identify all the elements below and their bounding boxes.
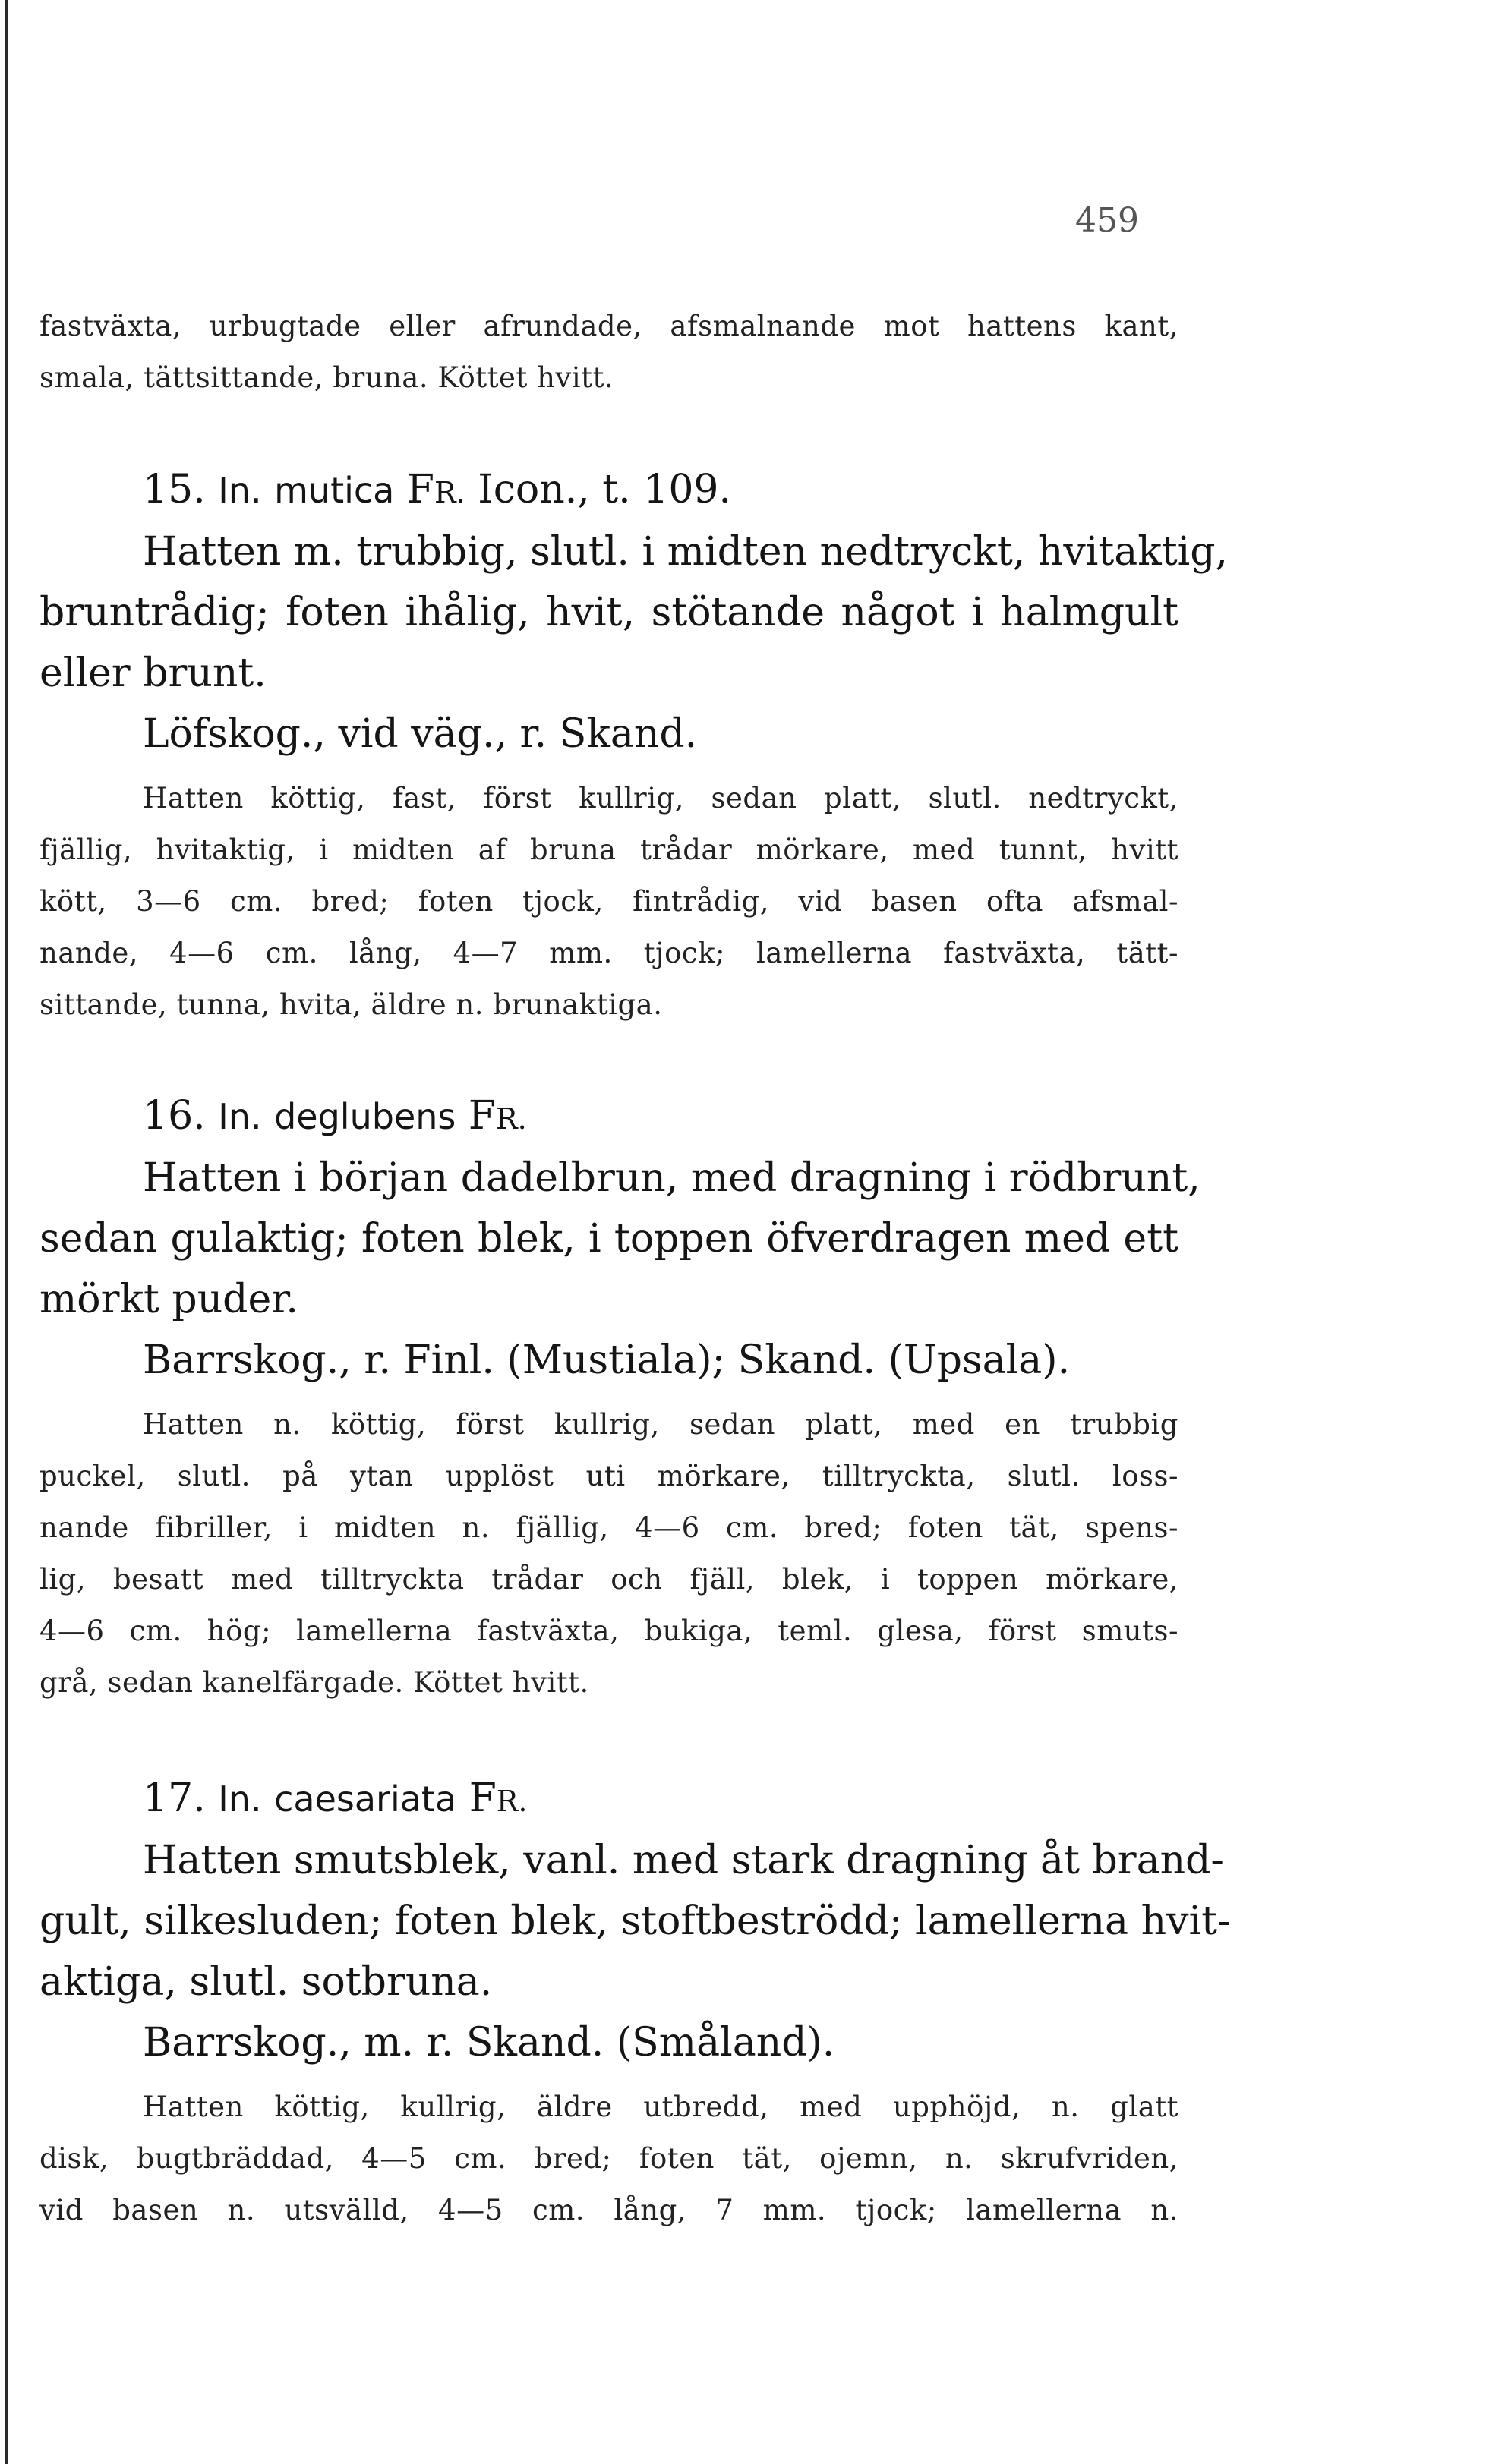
entry-species: mutica — [274, 470, 395, 511]
page-number: 459 — [1075, 201, 1139, 240]
entry-genus: In. — [218, 1779, 262, 1820]
entry-author: FR. — [469, 1776, 528, 1821]
page-edge-line — [5, 0, 8, 2464]
entry-description-line: mörkt puder. — [39, 1277, 298, 1322]
entry-description-line: sedan gulaktig; foten blek, i toppen öfverdragen med ett — [39, 1216, 1178, 1262]
entry-habitat: Löfskog., vid väg., r. Skand. — [143, 711, 698, 757]
entry-detail-line: kött, 3—6 cm. bred; foten tjock, fintrådig, vid basen ofta afsmal- — [39, 885, 1178, 918]
entry-habitat: Barrskog., m. r. Skand. (Småland). — [143, 2020, 835, 2065]
entry-description-line: Hatten m. trubbig, slutl. i midten nedtryckt, hvitaktig, — [143, 529, 1229, 575]
entry-description-line: bruntrådig; foten ihålig, hvit, stötande något i halmgult — [39, 590, 1178, 635]
entry-habitat: Barrskog., r. Finl. (Mustiala); Skand. (Upsala). — [143, 1338, 1071, 1383]
entry-species: deglubens — [274, 1096, 456, 1137]
entry-author: FR. — [468, 1093, 527, 1139]
entry-detail-line: Hatten köttig, fast, först kullrig, sedan platt, slutl. nedtryckt, — [143, 782, 1178, 815]
entry-description-line: Hatten i början dadelbrun, med dragning i rödbrunt, — [143, 1155, 1200, 1201]
entry-description-line: Hatten smutsblek, vanl. med stark dragning åt brand- — [143, 1838, 1224, 1883]
entry-heading — [143, 463, 731, 516]
entry-detail-line: Hatten köttig, kullrig, äldre utbredd, med upphöjd, n. glatt — [143, 2091, 1178, 2123]
entry-genus: In. — [218, 470, 262, 511]
entry-number: 16. — [143, 1093, 206, 1139]
intro-line: fastväxta, urbugtade eller afrundade, afsmalnande mot hattens kant, — [39, 310, 1178, 342]
intro-line: smala, tättsittande, bruna. Köttet hvitt. — [39, 361, 614, 394]
entry-detail-line: Hatten n. köttig, först kullrig, sedan platt, med en trubbig — [143, 1408, 1178, 1441]
entry-detail-line: fjällig, hvitaktig, i midten af bruna trådar mörkare, med tunnt, hvitt — [39, 833, 1178, 866]
entry-heading — [143, 1772, 527, 1825]
entry-detail-line: vid basen n. utsvälld, 4—5 cm. lång, 7 mm. tjock; lamellerna n. — [39, 2194, 1178, 2226]
entry-species: caesariata — [274, 1779, 457, 1820]
entry-detail-line: puckel, slutl. på ytan upplöst uti mörkare, tilltryckta, slutl. loss- — [39, 1460, 1178, 1492]
entry-detail-line: nande fibriller, i midten n. fjällig, 4—6 cm. bred; foten tät, spens- — [39, 1511, 1178, 1544]
entry-heading — [143, 1089, 527, 1142]
entry-detail-line: lig, besatt med tilltryckta trådar och fjäll, blek, i toppen mörkare, — [39, 1563, 1178, 1596]
entry-description-line: aktiga, slutl. sotbruna. — [39, 1959, 493, 2005]
entry-detail-line: 4—6 cm. hög; lamellerna fastväxta, bukiga, teml. glesa, först smuts- — [39, 1615, 1178, 1647]
entry-description-line: gult, silkesluden; foten blek, stoftbeströdd; lamellerna hvit- — [39, 1898, 1231, 1944]
entry-description-line: eller brunt. — [39, 651, 267, 696]
entry-number: 15. — [143, 467, 206, 512]
entry-detail-line: nande, 4—6 cm. lång, 4—7 mm. tjock; lamellerna fastväxta, tätt- — [39, 937, 1178, 969]
entry-detail-line: disk, bugtbräddad, 4—5 cm. bred; foten tät, ojemn, n. skrufvriden, — [39, 2142, 1178, 2175]
entry-detail-line: grå, sedan kanelfärgade. Köttet hvitt. — [39, 1666, 589, 1699]
entry-author: FR. — [406, 467, 465, 512]
entry-genus: In. — [218, 1096, 262, 1137]
entry-detail-line: sittande, tunna, hvita, äldre n. brunaktiga. — [39, 988, 663, 1021]
entry-number: 17. — [143, 1776, 206, 1821]
entry-reference: Icon., t. 109. — [478, 467, 732, 512]
